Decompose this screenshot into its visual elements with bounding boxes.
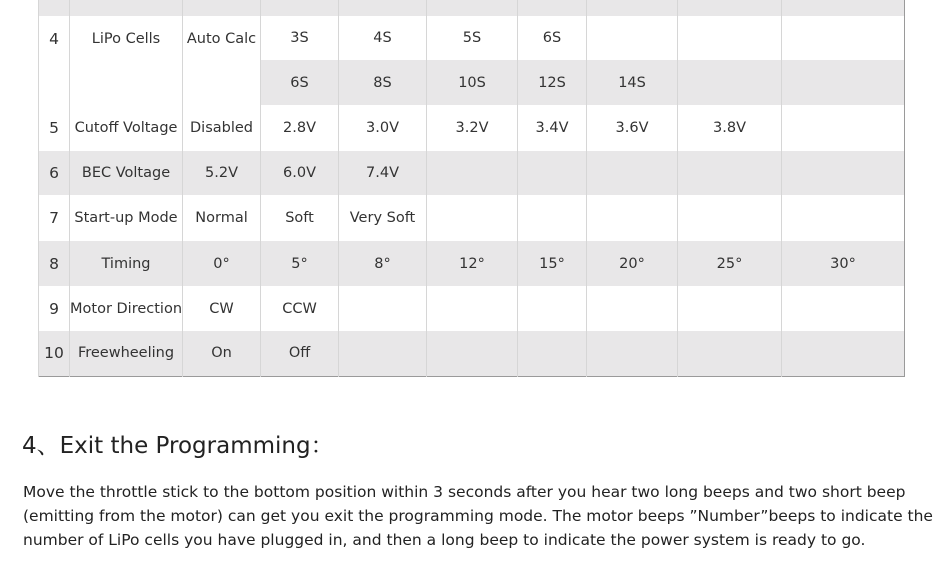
- table-cell: 3S: [261, 16, 339, 60]
- param-default: Disabled: [183, 105, 261, 151]
- table-cell: 8°: [339, 241, 427, 286]
- table-cell: [587, 195, 678, 241]
- table-cell: 20°: [587, 241, 678, 286]
- programming-table: [38, 0, 905, 377]
- table-cell: 10S: [427, 60, 518, 105]
- table-cell: [678, 16, 782, 60]
- table-cell: [427, 331, 518, 376]
- table-cell: 7.4V: [339, 151, 427, 195]
- row-number: 8: [39, 241, 70, 286]
- table-row-timing: [39, 241, 905, 286]
- row-number: 9: [39, 286, 70, 331]
- table-cell: 14S: [587, 60, 678, 105]
- param-default: Auto Calc: [183, 16, 261, 105]
- table-cell: [518, 331, 587, 376]
- param-name: LiPo Cells: [70, 16, 183, 105]
- table-cell: Soft: [261, 195, 339, 241]
- table-cell: [339, 286, 427, 331]
- table-cell: [427, 195, 518, 241]
- table-cell: 6.0V: [261, 151, 339, 195]
- table-row-motor-direction: [39, 286, 905, 331]
- param-default: Normal: [183, 195, 261, 241]
- table-cell: [587, 16, 678, 60]
- table-cell: [782, 16, 905, 60]
- param-default: CW: [183, 286, 261, 331]
- table-cell: 6S: [261, 60, 339, 105]
- param-default: On: [183, 331, 261, 376]
- param-default: 5.2V: [183, 151, 261, 195]
- table-cell: 30°: [782, 241, 905, 286]
- table-row-bec-voltage: [39, 151, 905, 195]
- table-cell: 12°: [427, 241, 518, 286]
- row-number: 10: [39, 331, 70, 376]
- param-name: Timing: [70, 241, 183, 286]
- table-cell: CCW: [261, 286, 339, 331]
- table-cell: [427, 151, 518, 195]
- table-cell: 3.2V: [427, 105, 518, 151]
- row-number: 7: [39, 195, 70, 241]
- param-name: Cutoff Voltage: [70, 105, 183, 151]
- table-cell: 3.8V: [678, 105, 782, 151]
- table-cell: 25°: [678, 241, 782, 286]
- row-number: 4: [39, 16, 70, 105]
- table-cell: 3.6V: [587, 105, 678, 151]
- table-cell: 3.0V: [339, 105, 427, 151]
- table-cell: [782, 331, 905, 376]
- table-cell: [339, 331, 427, 376]
- table-cell: [587, 331, 678, 376]
- table-cell: 12S: [518, 60, 587, 105]
- table-cell: [518, 195, 587, 241]
- table-cell: [782, 151, 905, 195]
- table-cell: [518, 286, 587, 331]
- table-row-cutoff-voltage: [39, 105, 905, 151]
- table-cell: [782, 60, 905, 105]
- table-cell: 2.8V: [261, 105, 339, 151]
- table-cell: [678, 60, 782, 105]
- param-name: BEC Voltage: [70, 151, 183, 195]
- param-name: Start-up Mode: [70, 195, 183, 241]
- table-cell: [678, 286, 782, 331]
- table-row-lipo-cells: [39, 16, 905, 60]
- table-cell: [678, 331, 782, 376]
- table-row-freewheeling: [39, 331, 905, 376]
- param-name: Freewheeling: [70, 331, 183, 376]
- table-cell: [782, 195, 905, 241]
- section-paragraph: Move the throttle stick to the bottom position within 3 seconds after you hear two long beeps and two short beep (emitting from the motor) can get you exit the programming mode. The motor beeps ”Number”beeps to indicate the number of LiPo cells you have plugged in, and then a long beep to indicate the power system is ready to go.: [23, 483, 933, 549]
- param-default: 0°: [183, 241, 261, 286]
- row-number: 5: [39, 105, 70, 151]
- table-cell: Very Soft: [339, 195, 427, 241]
- table-cell: [678, 151, 782, 195]
- table-cell: [782, 286, 905, 331]
- table-cell: 8S: [339, 60, 427, 105]
- table-cell: 5S: [427, 16, 518, 60]
- table-cell: 3.4V: [518, 105, 587, 151]
- param-name: Motor Direction: [70, 286, 183, 331]
- table-row-cut: [39, 0, 905, 16]
- table-cell: [587, 286, 678, 331]
- table-cell: 4S: [339, 16, 427, 60]
- table-cell: [587, 151, 678, 195]
- table-cell: Off: [261, 331, 339, 376]
- table-cell: 6S: [518, 16, 587, 60]
- section-title: 4、Exit the Programming：: [22, 433, 334, 459]
- row-number: 6: [39, 151, 70, 195]
- table-cell: 5°: [261, 241, 339, 286]
- table-cell: [782, 105, 905, 151]
- table-cell: 15°: [518, 241, 587, 286]
- table-cell: [678, 195, 782, 241]
- table-cell: [518, 151, 587, 195]
- table-cell: [427, 286, 518, 331]
- table-row-startup-mode: [39, 195, 905, 241]
